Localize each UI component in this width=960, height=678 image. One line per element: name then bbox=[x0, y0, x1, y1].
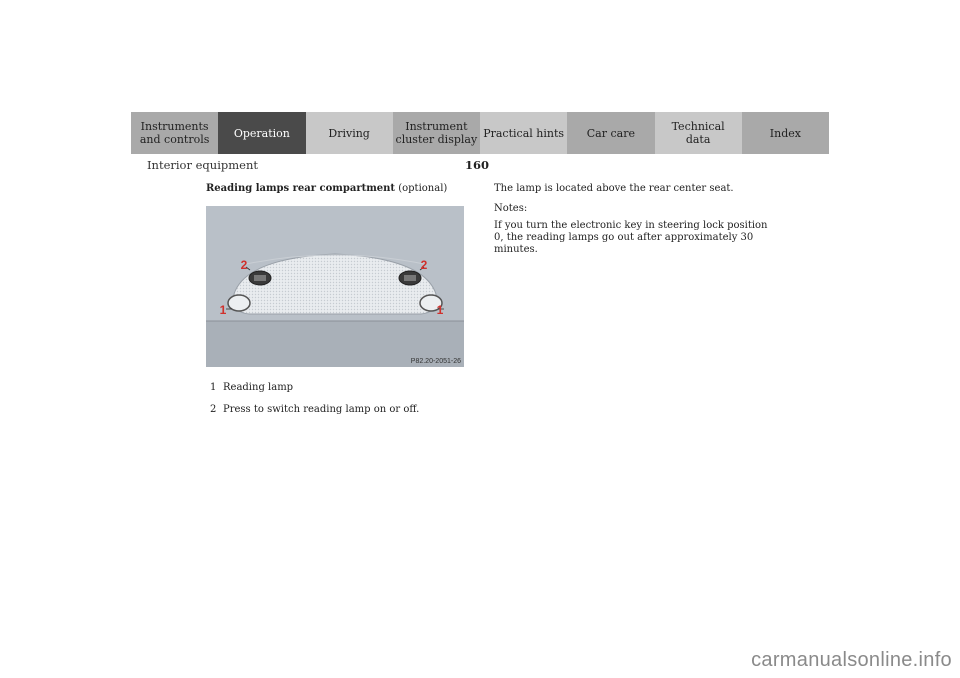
tab-driving[interactable] bbox=[306, 112, 393, 154]
legend-number: 1 bbox=[210, 382, 217, 393]
heading-title: Reading lamps rear compartment bbox=[206, 183, 396, 194]
tab-practical-hints[interactable] bbox=[480, 112, 567, 154]
heading-suffix: (optional) bbox=[395, 183, 448, 194]
tab-index[interactable] bbox=[742, 112, 829, 154]
body-text bbox=[494, 183, 774, 264]
legend-text: Press to switch reading lamp on or off. bbox=[223, 404, 420, 415]
figure-code: P82.20-2051-26 bbox=[410, 358, 461, 365]
tab-car-care[interactable] bbox=[567, 112, 654, 154]
callout-2-left: 2 bbox=[240, 258, 248, 272]
tab-label: Car care bbox=[586, 126, 635, 140]
page-header bbox=[147, 158, 837, 174]
reading-lamp-figure bbox=[206, 206, 464, 367]
tab-instruments-and-controls[interactable] bbox=[131, 112, 218, 154]
callout-1-right: 1 bbox=[436, 303, 444, 317]
watermark: carmanualsonline.info bbox=[751, 649, 952, 671]
chapter-tabs bbox=[131, 112, 829, 154]
tab-label: Instruments and controls bbox=[139, 120, 210, 146]
legend-item bbox=[210, 399, 419, 421]
page-number: 160 bbox=[465, 158, 490, 172]
tab-label: Driving bbox=[328, 126, 370, 140]
tab-label: Practical hints bbox=[483, 126, 565, 140]
switch-symbol-left bbox=[254, 275, 266, 281]
tab-instrument-cluster-display[interactable] bbox=[393, 112, 480, 154]
reading-lamp-illustration bbox=[206, 206, 464, 367]
notes-label: Notes: bbox=[494, 203, 528, 214]
location-text: The lamp is located above the rear center seat. bbox=[494, 183, 734, 194]
legend-text: Reading lamp bbox=[223, 382, 294, 393]
tab-label: Technical data bbox=[671, 120, 725, 146]
switch-symbol-right bbox=[404, 275, 416, 281]
tab-technical-data[interactable] bbox=[655, 112, 742, 154]
section-title: Interior equipment bbox=[147, 158, 258, 172]
callout-2-right: 2 bbox=[420, 258, 428, 272]
figure-legend bbox=[210, 377, 419, 421]
callout-1-left: 1 bbox=[219, 303, 227, 317]
tab-label: Operation bbox=[233, 126, 290, 140]
legend-number: 2 bbox=[210, 404, 217, 415]
page-heading bbox=[206, 183, 447, 194]
note-text: If you turn the electronic key in steering lock position 0, the reading lamps go out after approximately 30 minutes. bbox=[494, 220, 768, 255]
tab-operation[interactable] bbox=[218, 112, 305, 154]
legend-item bbox=[210, 377, 419, 399]
tab-label: Instrument cluster display bbox=[395, 120, 478, 146]
tab-label: Index bbox=[769, 126, 801, 140]
